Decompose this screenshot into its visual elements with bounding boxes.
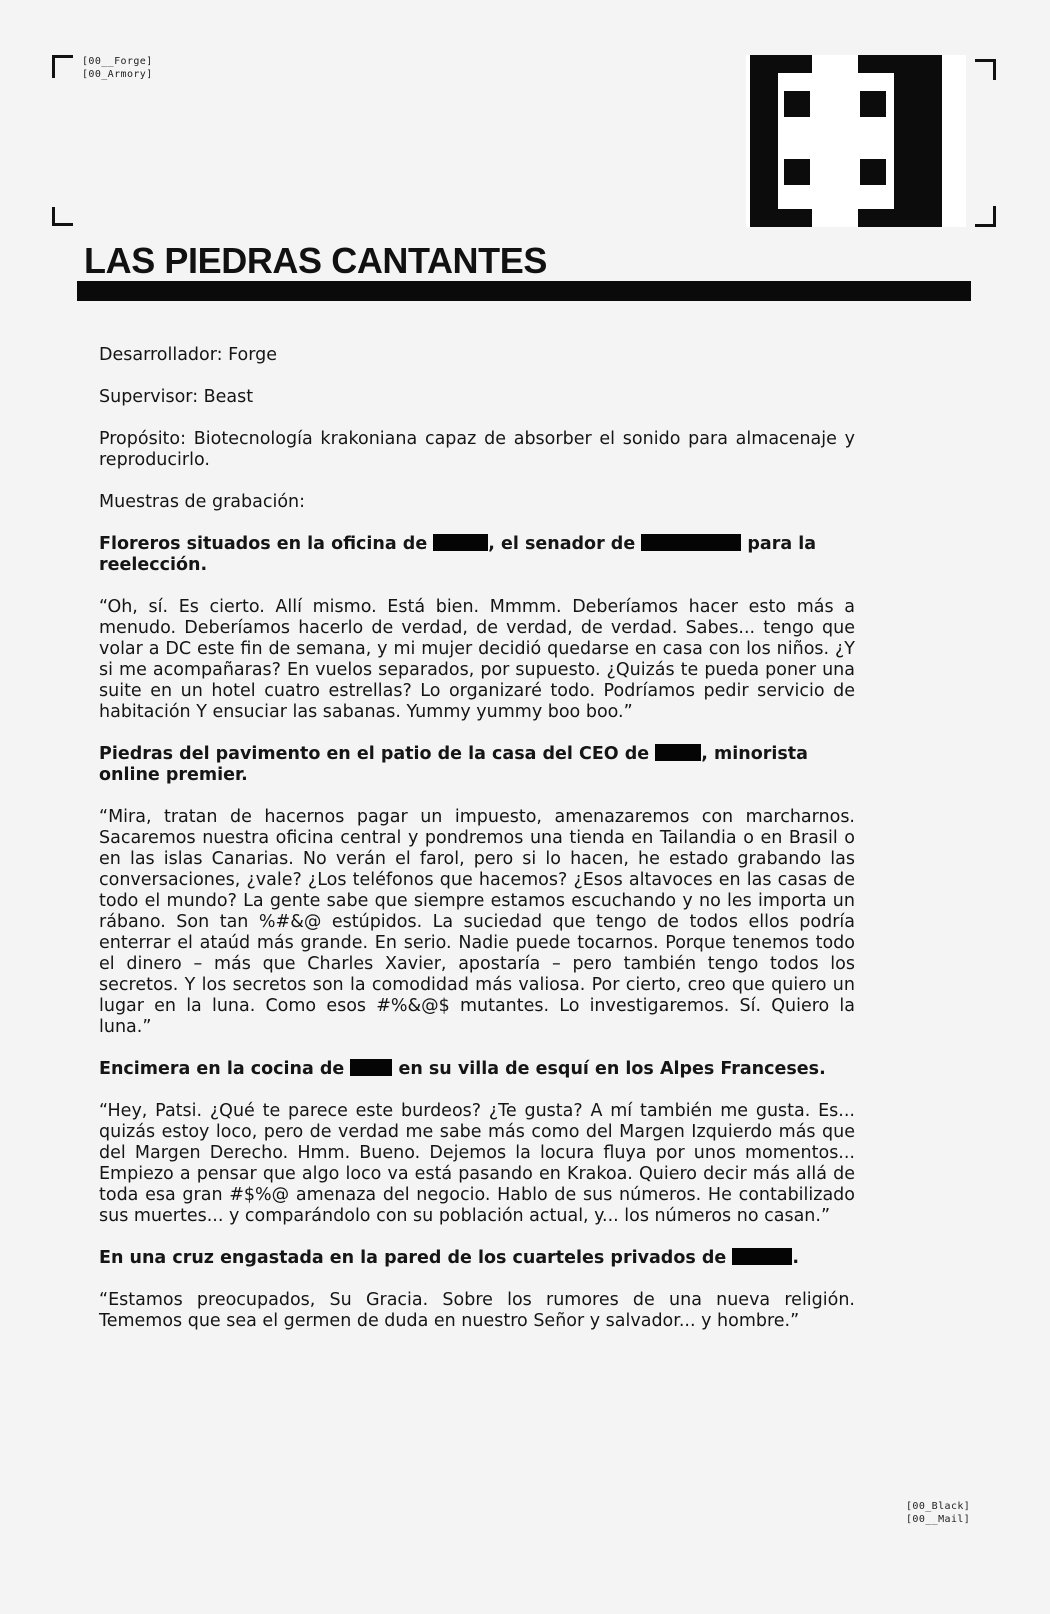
sample-1-heading-part-3: para la reelección.	[99, 534, 817, 575]
sample-3-heading-part-2: en su villa de esquí en los Alpes Franceses.	[392, 1059, 826, 1079]
document-body	[99, 345, 855, 1353]
sample-3-heading-part-1: Encimera en la cocina de	[99, 1059, 351, 1079]
xmen-black-logo-icon	[746, 55, 966, 227]
sample-4-quote: “Estamos preocupados, Su Gracia. Sobre los rumores de una nueva religión. Tememos que sea el germen de duda en nuestro Señor y salvador... y hombre.”	[99, 1290, 855, 1331]
title-underline-bar	[77, 281, 971, 301]
redaction-bar	[350, 1059, 392, 1076]
sample-4-heading-part-2: .	[792, 1248, 799, 1268]
corner-mark-top-right	[975, 59, 996, 80]
sample-4-heading-part-1: En una cruz engastada en la pared de los cuarteles privados de	[99, 1248, 733, 1268]
redaction-bar	[655, 744, 701, 761]
corner-mark-bottom-right	[975, 206, 996, 227]
redaction-bar	[641, 534, 741, 551]
developer-line: Desarrollador: Forge	[99, 345, 278, 365]
supervisor-line: Supervisor: Beast	[99, 387, 254, 407]
sample-2-quote: “Mira, tratan de hacernos pagar un impuesto, amenazaremos con marcharnos. Sacaremos nuestra oficina central y pondremos una tienda en Tailandia o en Brasil o en las islas Canarias. No verán el farol, pero si lo hacen, he estado grabando las conversaciones, ¿vale? ¿Los teléfonos que hacemos? ¿Esos altavoces en las casas de todo el mundo? La gente sabe que siempre estamos escuchando y no les importa un rábano. Son tan %#&@ estúpidos. La suciedad que tengo de todos ellos podría enterrar el ataúd más grande. En serio. Nadie puede tocarnos. Porque tenemos todo el dinero – más que Charles Xavier, apostaría – pero también tengo todos los secretos. Y los secretos son la comodidad más valiosa. Por cierto, creo que quiero un lugar en la luna. Como esos #%&@$ mutantes. Lo investigaremos. Sí. Quiero la luna.”	[99, 807, 855, 1037]
sample-1-heading-part-1: Floreros situados en la oficina de	[99, 534, 434, 554]
sample-4-heading	[99, 1248, 855, 1269]
corner-mark-bottom-left	[52, 207, 73, 226]
sample-3-heading	[99, 1059, 855, 1080]
redaction-bar	[433, 534, 488, 551]
tag-mail: [00__Mail]	[906, 1514, 971, 1525]
purpose-line: Propósito: Biotecnología krakoniana capaz de absorber el sonido para almacenaje y reproducirlo.	[99, 429, 855, 470]
tag-armory: [00_Armory]	[82, 69, 153, 80]
sample-1-quote: “Oh, sí. Es cierto. Allí mismo. Está bien. Mmmm. Deberíamos hacer esto más a menudo. Deberíamos hacerlo de verdad, de verdad, de verdad. Sabes... tengo que volar a DC este fin de semana, y mi mujer decidió quedarse en casa con los niños. ¿Y si me acompañaras? En vuelos separados, por supuesto. ¿Quizás te pueda poner una suite en un hotel cuatro estrellas? Lo organizaré todo. Podríamos pedir servicio de habitación Y ensuciar las sabanas. Yummy yummy boo boo.”	[99, 597, 855, 722]
samples-label: Muestras de grabación:	[99, 492, 306, 512]
sample-3-quote: “Hey, Patsi. ¿Qué te parece este burdeos? ¿Te gusta? A mí también me gusta. Es... quizás estoy loco, pero de verdad me sabe más como del Margen Izquierdo más que del Margen Derecho. Hmm. Bueno. Dejemos la locura fluya por unos momentos... Empiezo a pensar que algo loco va está pasando en Krakoa. Quiero decir más allá de toda esa gran #$%@ amenaza del negocio. Hablo de sus números. He contabilizado sus muertes... y comparándolo con su población actual, y... los números no casan.”	[99, 1101, 855, 1226]
header-tags	[82, 55, 153, 81]
page-title: LAS PIEDRAS CANTANTES	[84, 240, 547, 281]
sample-2-heading	[99, 744, 855, 786]
corner-mark-top-left	[52, 55, 73, 78]
sample-2-heading-part-1: Piedras del pavimento en el patio de la casa del CEO de	[99, 744, 656, 764]
redaction-bar	[732, 1248, 792, 1265]
footer-tags	[906, 1500, 970, 1526]
tag-forge: [00__Forge]	[82, 56, 153, 67]
sample-1-heading	[99, 534, 855, 576]
tag-black: [00_Black]	[906, 1501, 971, 1512]
sample-2-heading-part-2: , minorista online premier.	[99, 744, 808, 785]
sample-1-heading-part-2: , el senador de	[488, 534, 642, 554]
